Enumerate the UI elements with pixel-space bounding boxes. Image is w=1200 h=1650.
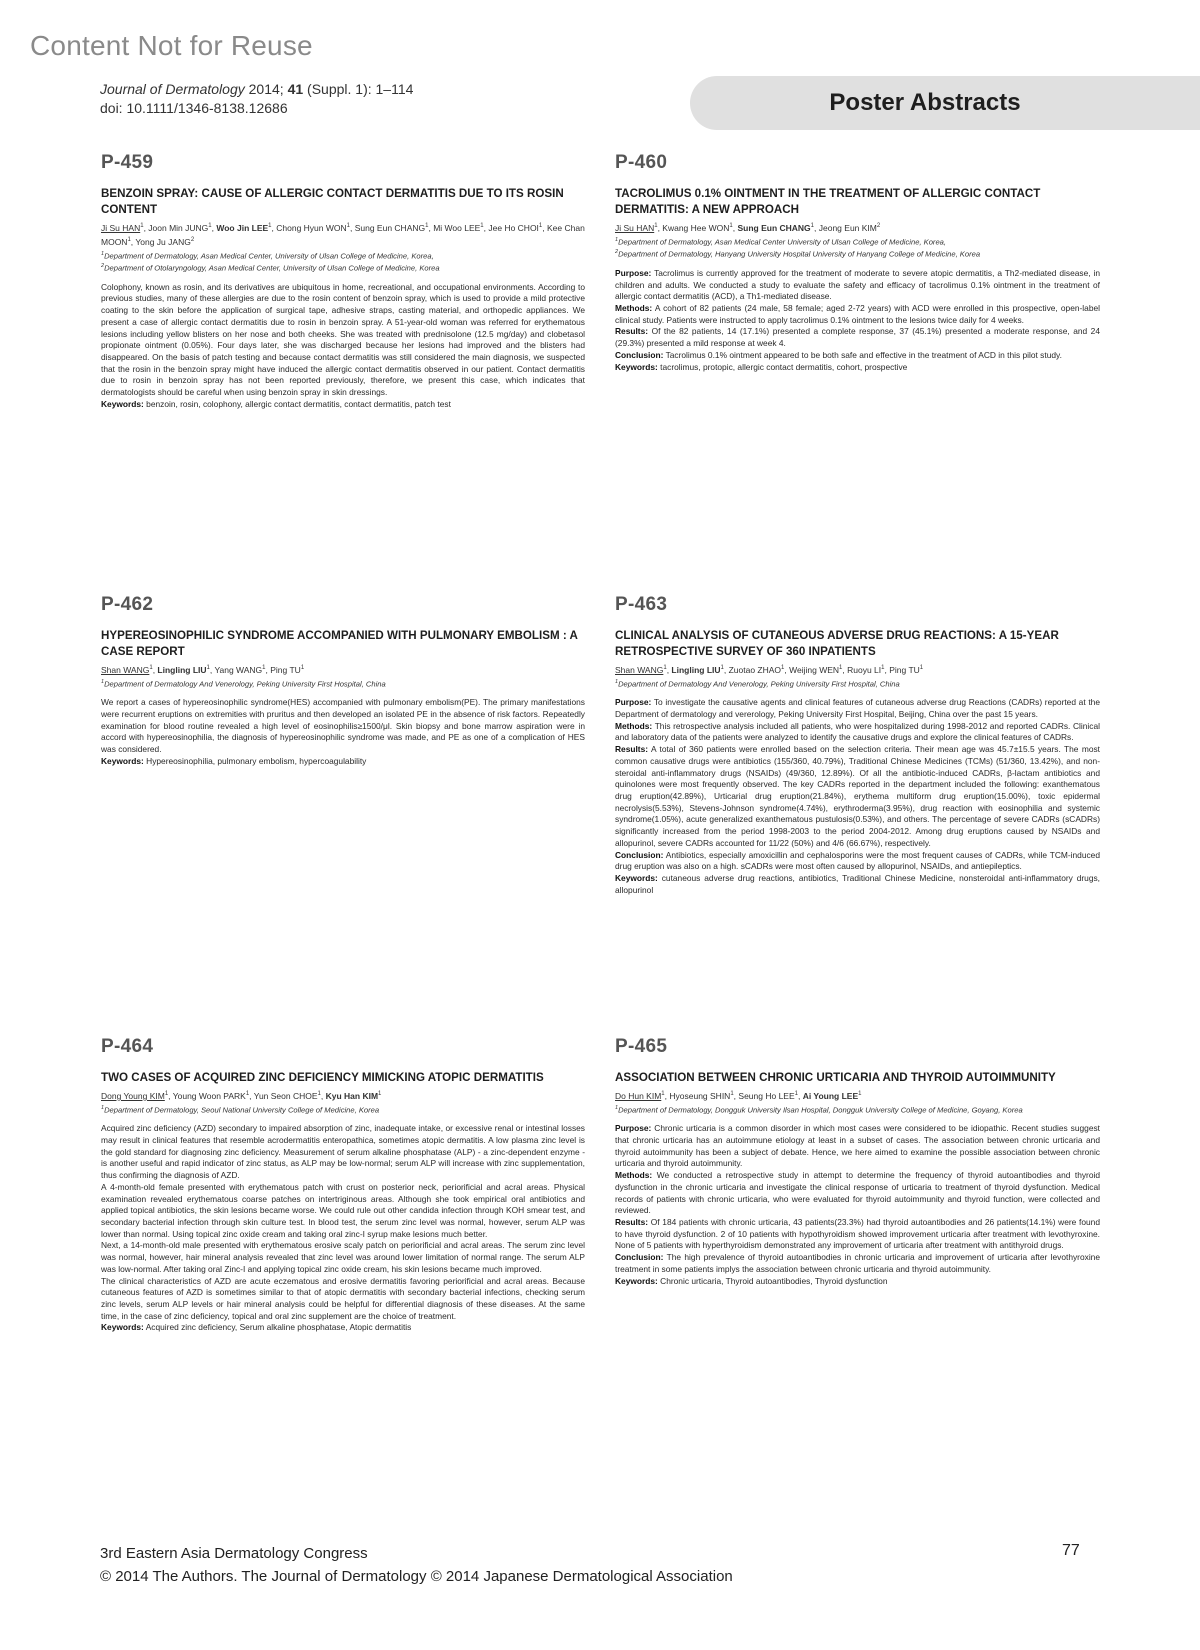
watermark: Content Not for Reuse [30, 30, 313, 61]
paragraph-text: tacrolimus, protopic, allergic contact dermatitis, cohort, prospective [660, 361, 908, 372]
section-label: Purpose: [615, 697, 652, 708]
affiliation-mark: 2 [615, 249, 619, 256]
abstract-p465 [615, 1036, 1100, 1287]
abstract-number: P-464 [101, 1036, 154, 1057]
keywords [101, 1322, 585, 1334]
section-label: Keywords: [615, 361, 658, 372]
page-footer [100, 1542, 733, 1588]
abstract-paragraph [101, 282, 585, 399]
section-title: Poster Abstracts [829, 89, 1021, 116]
paragraph-text: Of 184 patients with chronic urticaria, 43 patients(23.3%) had thyroid autoantibodies and 26 patients(14.1%) were found to have thyroid dysfunction. 2 of 10 patients with hypothyroidism showed improvement urticaria after treatment with levothyroxine. None of 5 patients with hyperthyroidism demonstrated any improvement of urticaria after treatment with antithyroid drugs. [615, 1216, 1100, 1251]
author-affiliation-mark: 1 [206, 665, 210, 671]
abstract-paragraph [615, 1217, 1100, 1252]
author-name: Shan WANG [615, 664, 664, 675]
affiliation-text: Department of Dermatology, Asan Medical Center, University of Ulsan College of Medicine, Korea, [104, 251, 434, 261]
keywords [101, 399, 585, 411]
affiliation-text: Department of Dermatology, Asan Medical Center University of Ulsan College of Medicine, Korea, [618, 237, 947, 247]
author-list: Shan WANG$^1$, Lingling LIU$^1$, Yang WANG$^1$, Ping $TU^1$ [101, 664, 305, 675]
section-label: Keywords: [101, 755, 144, 766]
author-name: Lingling LIU [157, 664, 207, 675]
abstract-paragraph [101, 1182, 585, 1241]
author-affiliation-mark: 1 [140, 223, 144, 229]
abstract-title: HYPEREOSINOPHILIC SYNDROME ACCOMPANIED WITH PULMONARY EMBOLISM : A CASE REPORT [101, 629, 578, 658]
abstract-p464 [101, 1036, 585, 1334]
author-name: Mi Woo LEE [433, 222, 481, 233]
author-affiliation-mark: 1 [663, 665, 667, 671]
author-name: Hyoseung SHIN [669, 1090, 731, 1101]
affiliation-text: Department of Dermatology And Venerology, Peking University First Hospital, China [104, 679, 386, 689]
affiliation [615, 247, 1100, 260]
section-label: Keywords: [101, 1322, 144, 1333]
author-affiliation-mark: 1 [208, 223, 212, 229]
abstract-title: BENZOIN SPRAY: CAUSE OF ALLERGIC CONTACT DERMATITIS DUE TO ITS ROSIN CONTENT [101, 187, 564, 216]
paragraph-text: benzoin, rosin, colophony, allergic contact dermatitis, contact dermatitis, patch test [146, 398, 451, 409]
paragraph-text: We conducted a retrospective study in attempt to determine the frequency of thyroid autoantibodies and thyroid dysfunction in the chronic urticaria and investigate the clinical response of urticaria to treatment of thyroid dysfunction. Medical records of patients with chronic urticaria, who were evaluated for thyroid autoimmunity and thyroid function, were collected and reviewed. [615, 1170, 1100, 1216]
author-affiliation-mark: 1 [858, 1091, 862, 1097]
paragraph-text: A cohort of 82 patients (24 male, 58 female; aged 2-72 years) with ACD were enrolled in this prospective, open-label clinical study. Patients were instructed to apply tacrolimus 0.1% ointment to the lesions twice daily for 4 weeks. [615, 303, 1100, 325]
abstract-paragraph [615, 697, 1100, 720]
paragraph-text: Chronic urticaria, Thyroid autoantibodies, Thyroid dysfunction [660, 1275, 888, 1286]
author-affiliation-mark: 1 [317, 1091, 321, 1097]
author-name: Kyu Han KIM [325, 1090, 379, 1101]
author-list: Dong Young KIM$^1$, Young Woon PARK$^1$, Yun Seon CHOE$^1$, Kyu Han KIM$^1$ [101, 1090, 382, 1101]
paragraph-text: Acquired zinc deficiency, Serum alkaline phosphatase, Atopic dermatitis [145, 1322, 412, 1333]
abstract-body [615, 697, 1100, 896]
author-affiliation-mark: 1 [794, 1091, 798, 1097]
author-affiliation-mark: 1 [661, 1091, 665, 1097]
affiliation-list [615, 1103, 1100, 1116]
author-name: Shan WANG [101, 664, 150, 675]
abstract-number: P-459 [101, 152, 154, 173]
keywords [615, 1276, 1100, 1288]
paragraph-text: We report a cases of hypereosinophilic syndrome(HES) accompanied with pulmonary embolism(PE). The primary manifestations were recurrent eruptions on extremities with pruritus and then developed an isolated PE in the absence of risk factors. Repeatedly examination for blood routine revealed a high level of eosinophilis≥1500/μl. Skin biopsy and bone marrow aspiration were in accord with hypereosinophilia, the diagnosis of hypereosinophilic syndrome was made, and PE as one of a complication of HES was considered. [101, 697, 585, 755]
author-name: Ping TU [270, 664, 301, 675]
author-name: Weijing WEN [789, 664, 840, 675]
paragraph-text: Next, a 14-month-old male presented with erythematous erosive scaly patch on periorificial and acral areas. The serum zinc level was normal, however, hair mineral analysis revealed that zinc level was around lower limitation of normal range. The serum ALP was low-normal. After taking oral Zinc-I and applying topical zinc oxide cream, his skin lesions became much improved. [101, 1240, 585, 1274]
abstract-paragraph [101, 1276, 585, 1323]
abstract-p463 [615, 594, 1100, 896]
abstract-paragraph [615, 744, 1100, 849]
author-name: Young Woon PARK [172, 1090, 246, 1101]
footer-congress: 3rd Eastern Asia Dermatology Congress [100, 1545, 368, 1562]
author-affiliation-mark: 1 [300, 665, 305, 671]
abstract-paragraph [615, 1123, 1100, 1170]
section-label: Methods: [615, 720, 653, 731]
author-list: Do Hun KIM$^1$, Hyoseung SHIN$^1$, Seung Ho LEE$^1$, Ai Young LEE$^1$ [615, 1090, 862, 1101]
author-name: Jeong Eun KIM [818, 222, 877, 233]
paragraph-text: Colophony, known as rosin, and its derivatives are ubiquitous in home, recreational, and occupational environments. According to previous studies, many of these allergies are due to the rosin content of benzoin spray, which is used to provide a mild protective coating to the skin before the application of surgical tape, adhesive straps, casting material, and orthopedic appliances. We present a case of allergic contact dermatitis due to rosin in benzoin spray. A 51-year-old woman was referred for erythematous lesions including yellow blisters on her nose and both cheeks. She was treated with prednisolone (12.5 mg/day) and clobetasol propionate ointment (0.05%). Four days later, she was discharged because her lesions had improved and the blisters had disappeared. On the basis of patch testing and because contact dermatitis was still considered the main diagnosis, we suspected that the rosin in the benzoin spray might have induced the allergic contact dermatitis observed in our patient. Contact dermatitis due to rosin in benzoin spray has not been reported previously, therefore, we present this case, which indicates that dermatologists should be careful when using benzoin spray in skin dressings. [101, 281, 585, 398]
author-affiliation-mark: 1 [729, 223, 733, 229]
paragraph-text: The high prevalence of thyroid autoantibodies in chronic urticaria and improvement of urticaria after levothyroxine treatment in some patients implys the association between chronic urticaria and thyroid autoimmunity. [615, 1252, 1100, 1274]
abstract-paragraph [101, 697, 585, 756]
paragraph-text: A 4-month-old female presented with erythematous patch with crust on posterior neck, periorificial and acral areas. Physical examination revealed erythematous coarse patches on intertriginous areas. Although she took empirical oral antibiotics and applied topical antibiotics, the skin lesions became worse. We could rule out other candida infection through KOH smear test, and secondary bacterial infection through skin culture test. In blood test, the serum zinc level was normal, however, serum ALP was lower than normal. Using topical zinc oxide cream and taking oral zinc-I syrup make lesions much better. [101, 1181, 585, 1239]
affiliation [101, 677, 585, 690]
author-affiliation-mark: 1 [919, 665, 924, 671]
author-name: Yang WANG [214, 664, 263, 675]
keywords [615, 362, 1100, 374]
affiliation [615, 677, 1100, 690]
abstract-p459 [101, 152, 585, 410]
affiliation-list [101, 1103, 585, 1116]
section-label: Conclusion: [615, 349, 664, 360]
affiliation [615, 1103, 1100, 1116]
affiliation [101, 249, 585, 262]
author-affiliation-mark: 1 [654, 223, 658, 229]
author-name: Yong Ju JANG [135, 236, 191, 247]
section-label: Keywords: [101, 398, 144, 409]
abstract-paragraph [101, 1240, 585, 1275]
section-label: Results: [615, 326, 649, 337]
author-name: Seung Ho LEE [738, 1090, 795, 1101]
author-affiliation-mark: 1 [480, 223, 484, 229]
affiliation-text: Department of Dermatology, Hanyang University Hospital University of Hanyang College of Medicine, Korea [618, 249, 981, 259]
abstract-number: P-460 [615, 152, 668, 173]
author-affiliation-mark: 1 [538, 223, 543, 229]
paragraph-text: Chronic urticaria is a common disorder in which most cases were considered to be idiopathic. Recent studies suggest that chronic urticaria has an autoimmune etiology at least in a subset of cases. The association between chronic urticaria and thyroid autoimmunity has been a subject of debate. Hence, we here aimed to examine the possible association between chronic urticaria and thyroid autoimmunity. [615, 1123, 1101, 1169]
abstract-paragraph [615, 303, 1100, 326]
author-affiliation-mark: 1 [149, 665, 153, 671]
abstract-body [101, 697, 585, 767]
author-affiliation-mark: 1 [346, 223, 350, 229]
author-name: Ruoyu LI [847, 664, 882, 675]
affiliation [615, 235, 1100, 248]
author-name: Chong Hyun WON [276, 222, 347, 233]
page-number: 77 [1062, 1542, 1080, 1559]
journal-volume: 41 [287, 81, 304, 97]
paragraph-text: cutaneous adverse drug reactions, antibiotics, Traditional Chinese Medicine, nonsteroidal anti-inflammatory drugs, allopurinol [615, 872, 1100, 895]
section-banner [690, 76, 1200, 130]
journal-year: 2014; [248, 81, 284, 97]
footer-copyright: © 2014 The Authors. The Journal of Dermatology © 2014 Japanese Dermatological Association [100, 1568, 733, 1585]
section-label: Purpose: [615, 1123, 652, 1134]
journal-issue: (Suppl. 1): 1–114 [307, 81, 414, 97]
journal-header [100, 80, 413, 118]
author-list: Shan WANG$^1$, Lingling LIU$^1$, Zuotao ZHAO$^1$, Weijing WEN$^1$, Ruoyu $LI^1$, Ping $TU^1$ [615, 664, 924, 675]
abstract-paragraph [101, 1123, 585, 1182]
section-label: Conclusion: [615, 1252, 664, 1263]
author-name: Do Hun KIM [615, 1090, 662, 1101]
abstract-number: P-463 [615, 594, 668, 615]
abstract-paragraph [615, 268, 1100, 303]
author-affiliation-mark: 2 [190, 236, 195, 243]
paragraph-text: To investigate the causative agents and clinical features of cutaneous adverse drug Reactions (CADRs) reported at the Department of dermatology and vererology, Peking University First Hospital, Beijing, China over the past 15 years. [615, 697, 1100, 720]
abstract-title: ASSOCIATION BETWEEN CHRONIC URTICARIA AND THYROID AUTOIMMUNITY [615, 1071, 1056, 1084]
author-affiliation-mark: 1 [378, 1091, 382, 1097]
abstract-p462 [101, 594, 585, 768]
affiliation [101, 1103, 585, 1116]
author-affiliation-mark: 1 [781, 665, 785, 671]
author-name: Sung Eun CHANG [354, 222, 426, 233]
abstract-title: TWO CASES OF ACQUIRED ZINC DEFICIENCY MIMICKING ATOPIC DERMATITIS [101, 1071, 544, 1084]
affiliation-mark: 1 [101, 250, 105, 257]
paragraph-text: Hypereosinophilia, pulmonary embolism, hypercoagulability [146, 755, 367, 766]
author-affiliation-mark: 1 [127, 236, 131, 243]
affiliation-text: Department of Dermatology And Venerology, Peking University First Hospital, China [618, 679, 900, 689]
author-list: Ji Su HAN$^1$, Kwang Hee WON$^1$, Sung Eun CHANG$^1$, Jeong Eun KIM$^2$ [615, 222, 881, 233]
author-affiliation-mark: 1 [245, 1091, 250, 1097]
author-name: Jee Ho CHOI [488, 222, 539, 233]
abstract-paragraph [615, 350, 1100, 362]
abstract-paragraph [615, 721, 1100, 744]
author-affiliation-mark: 1 [425, 223, 429, 229]
author-name: Ji Su HAN [101, 222, 141, 233]
affiliation-mark: 1 [615, 1104, 619, 1111]
abstract-paragraph [615, 1252, 1100, 1275]
affiliation-mark: 1 [615, 236, 619, 243]
author-list: Ji Su HAN$^1$, Joon Min JUNG$^1$, Woo Jin LEE$^1$, Chong Hyun WON$^1$, Sung Eun CHANG$^1$, Mi Woo LEE$^1$, Jee Ho CHOI$^1$, Kee Chan MOON$^1$, Yong Ju JANG$^2$ [101, 222, 585, 247]
abstract-paragraph [615, 850, 1100, 873]
affiliation [101, 261, 585, 274]
paragraph-text: Of the 82 patients, 14 (17.1%) presented a complete response, 37 (45.1%) presented a moderate response, and 24 (29.3%) presented a mild response at week 4. [615, 326, 1100, 349]
author-affiliation-mark: 1 [839, 665, 843, 671]
journal-doi: doi: 10.1111/1346-8138.12686 [100, 100, 288, 116]
author-affiliation-mark: 1 [164, 1091, 169, 1097]
paragraph-text: The clinical characteristics of AZD are acute eczematous and erosive dermatitis favoring periorificial and acral areas. Because cutaneous features of AZD is sometimes similar to that of atopic dermatitis with secondary bacterial infections, checking serum zinc levels, serum ALP levels or hair mineral analysis could be helpful for differential diagnosis of these diseases. At the same time, in the case of zinc deficiency, topical and oral zinc supplement are the choice of treatment. [101, 1275, 585, 1321]
affiliation-mark: 2 [101, 263, 105, 270]
affiliation-text: Department of Dermatology, Seoul National University College of Medicine, Korea [104, 1105, 380, 1115]
abstract-title: CLINICAL ANALYSIS OF CUTANEOUS ADVERSE DRUG REACTIONS: A 15-YEAR RETROSPECTIVE SURVEY OF 360 INPATIENTS [615, 629, 1059, 658]
section-label: Purpose: [615, 267, 652, 278]
affiliation-list [101, 249, 585, 274]
author-name: Yun Seon CHOE [253, 1090, 318, 1101]
author-affiliation-mark: 1 [268, 223, 272, 229]
affiliation-mark: 1 [101, 1104, 105, 1111]
author-name: Joon Min JUNG [148, 222, 209, 233]
author-affiliation-mark: 1 [881, 665, 885, 671]
paragraph-text: This retrospective analysis included all patients, who were hospitalized during 1998-2012 and reported CADRs. Clinical and laboratory data of the patients were analyzed to identify the causative drugs and explore the clinical features of CADRs. [615, 720, 1100, 743]
journal-citation [100, 80, 413, 99]
affiliation-list [615, 677, 1100, 690]
author-name: Ji Su HAN [615, 222, 655, 233]
abstract-paragraph [615, 326, 1100, 349]
keywords [101, 756, 585, 768]
affiliation-mark: 1 [101, 678, 105, 685]
affiliation-text: Department of Dermatology, Dongguk University Ilsan Hospital, Dongguk University College of Medicine, Goyang, Korea [618, 1105, 1023, 1115]
abstract-number: P-465 [615, 1036, 668, 1057]
abstract-p460 [615, 152, 1100, 373]
section-label: Methods: [615, 303, 653, 313]
paragraph-text: Acquired zinc deficiency (AZD) secondary to impaired absorption of zinc, inadequate intake, or excessive renal or intestinal losses may result in clinical features that resemble acrodermatitis enteropathica, sometimes atopic dermatitis. A low plasma zinc level is the gold standard for diagnosing zinc deficiency. Measurement of serum alkaline phosphatase (ALP) - a zinc-dependent enzyme - is another useful and rapid indicator of zinc status, as ALP may be low-normal; serum ALP will increase with zinc supplementation, thus confirming the diagnosis of AZD. [101, 1123, 585, 1181]
author-name: Ai Young LEE [802, 1090, 859, 1101]
author-name: Ping TU [889, 664, 920, 675]
paragraph-text: A total of 360 patients were enrolled based on the selection criteria. Their mean age was 45.7±15.5 years. The most common causative drugs were antibiotics (155/360, 40.79%), Traditional Chinese Medicines (TCMs) (51/360, 13.42%), and non-steroidal anti-inflammatory drugs (NSAIDs) (49/360, 12.89%). Of all the antibiotic-induced CADRs, β-lactam antibiotics and quinolones were most frequently observed. The key CADRs reported in the department included the following: exanthematous drug eruption(42.89%), Urticarial drug eruption(21.84%), erythema multiform drug eruption(15.00%), toxic epidermal necrolysis(5.53%), Stevens-Johnson syndrome(4.74%), erythroderma(3.95%), drug reaction with eosinophilia and systemic syndrome(1.05%), acute generalized exanthematous pustulosis(0.53%), and others. The percentage of severe CADRs (sCADRs) significantly increased from the period 1998-2003 to the period 2004-2012. Among drug eruptions caused by NSAIDs and allopurinol, severe CADRs accounted for 11/22 (50%) and 4/6 (66.67%), respectively. [615, 744, 1100, 848]
affiliation-list [615, 235, 1100, 260]
abstract-body [615, 268, 1100, 373]
section-label: Methods: [615, 1170, 653, 1181]
author-affiliation-mark: 2 [876, 223, 881, 229]
journal-name: Journal of Dermatology [100, 81, 245, 97]
author-affiliation-mark: 1 [730, 1091, 734, 1097]
paragraph-text: Tacrolimus 0.1% ointment appeared to be both safe and effective in the treatment of ACD in this pilot study. [665, 349, 1062, 360]
section-label: Results: [615, 744, 649, 755]
author-name: Zuotao ZHAO [728, 664, 782, 675]
affiliation-mark: 1 [615, 678, 619, 685]
author-name: Kee Chan MOON [101, 222, 585, 247]
keywords [615, 873, 1100, 896]
author-affiliation-mark: 1 [262, 665, 266, 671]
abstract-body [101, 1123, 585, 1334]
section-label: Keywords: [615, 872, 658, 883]
paragraph-text: Tacrolimus is currently approved for the treatment of moderate to severe atopic dermatitis, a Th2-mediated disease, in children and adults. We conducted a study to evaluate the safety and efficacy of tacrolimus 0.1% ointment in the treatment of allergic contact dermatitis (ACD), a Th1-mediated disease. [615, 267, 1100, 302]
author-name: Sung Eun CHANG [737, 222, 811, 233]
affiliation-text: Department of Otolaryngology, Asan Medical Center, University of Ulsan College of Medicine, Korea [104, 263, 440, 273]
section-label: Conclusion: [615, 849, 664, 860]
author-affiliation-mark: 1 [810, 223, 815, 229]
abstract-body [615, 1123, 1100, 1287]
author-affiliation-mark: 1 [720, 665, 724, 671]
abstract-body [101, 282, 585, 411]
paragraph-text: Antibiotics, especially amoxicillin and cephalosporins were the most frequent causes of CADRs, while TCM-induced drug eruption was also on a high. sCADRs were most often caused by allopurinol, NSAIDs, and antiepileptics. [615, 849, 1100, 872]
author-name: Lingling LIU [671, 664, 721, 675]
abstract-title: TACROLIMUS 0.1% OINTMENT IN THE TREATMENT OF ALLERGIC CONTACT DERMATITIS: A NEW APPROACH [615, 187, 1041, 216]
author-name: Woo Jin LEE [216, 222, 269, 233]
section-label: Results: [615, 1216, 649, 1227]
abstract-paragraph [615, 1170, 1100, 1217]
author-name: Dong Young KIM [101, 1090, 165, 1101]
section-label: Keywords: [615, 1275, 658, 1286]
abstract-number: P-462 [101, 594, 154, 615]
affiliation-list [101, 677, 585, 690]
author-name: Kwang Hee WON [662, 222, 730, 233]
